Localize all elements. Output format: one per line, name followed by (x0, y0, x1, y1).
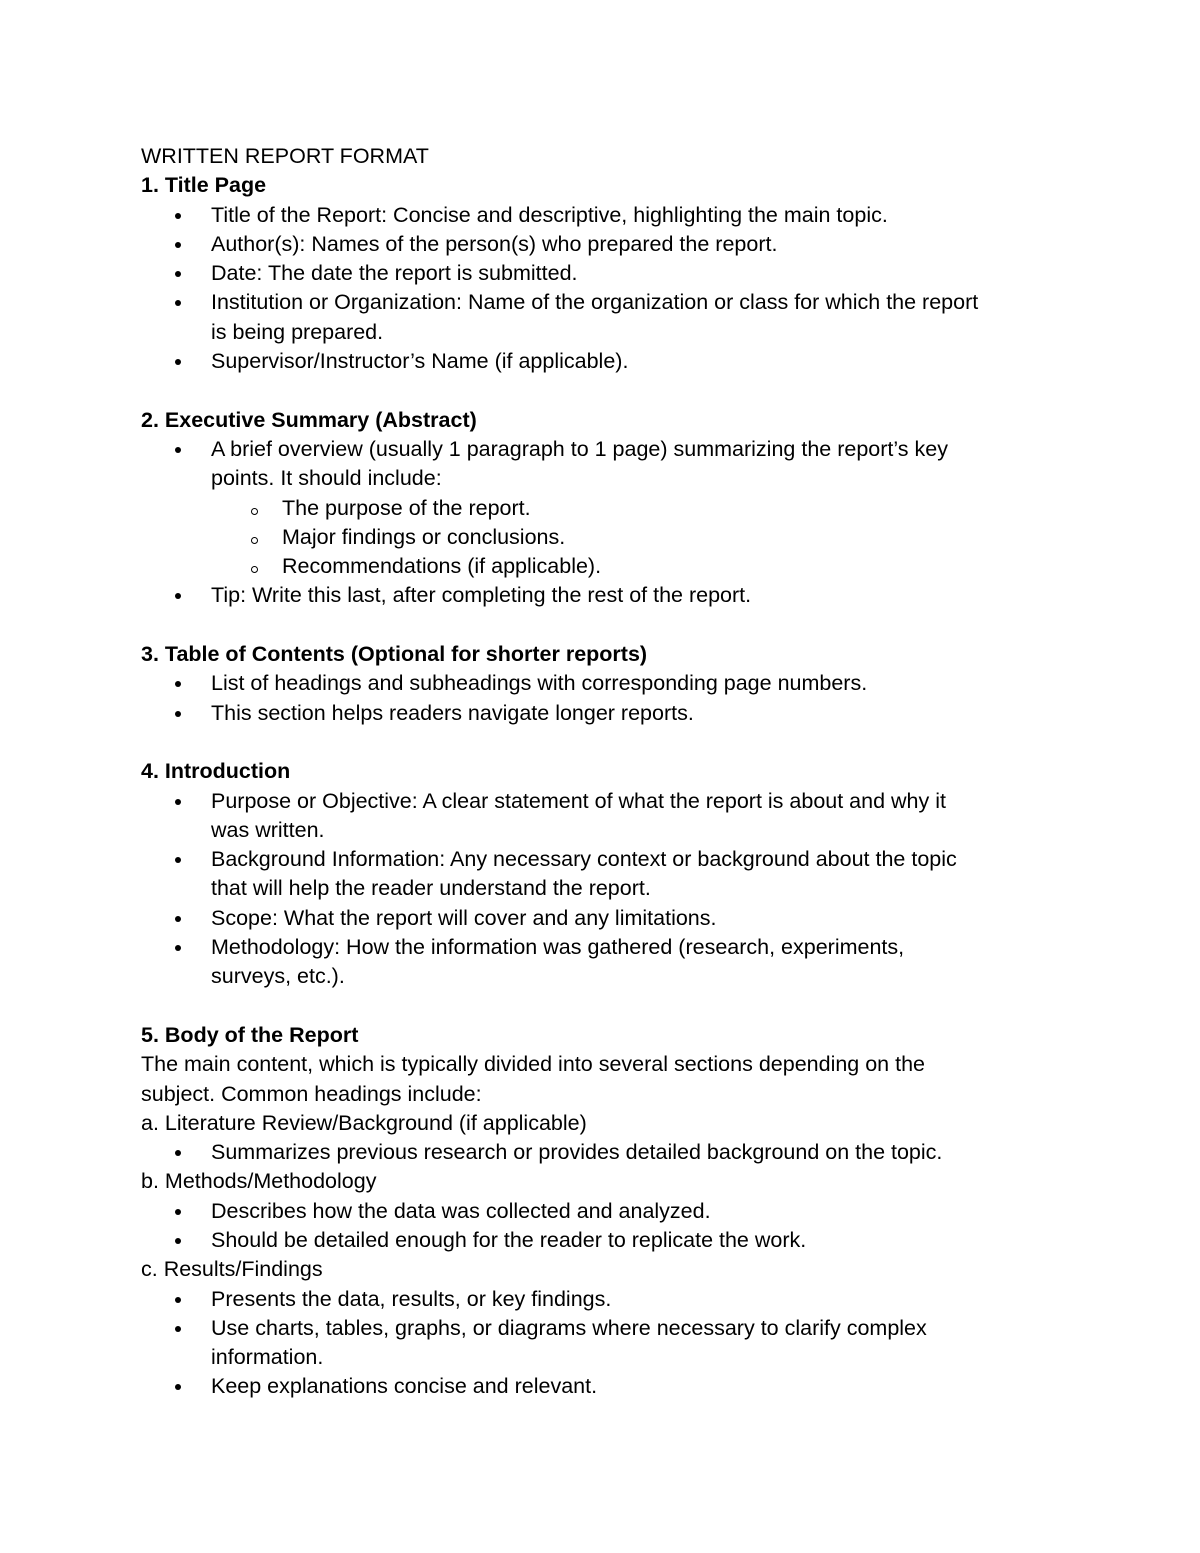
section-heading-title-page: 1. Title Page (141, 173, 267, 198)
list-item: This section helps readers navigate longer reports. (211, 699, 1071, 728)
list-item: Institution or Organization: Name of the organization or class for which the report is being prepared. (211, 288, 1071, 347)
list-item: Keep explanations concise and relevant. (211, 1372, 1071, 1401)
list-item: Author(s): Names of the person(s) who prepared the report. (211, 230, 1071, 259)
list-item: Describes how the data was collected and analyzed. (211, 1197, 1071, 1226)
subsection-label-methods: b. Methods/Methodology (141, 1169, 377, 1194)
list-item: Use charts, tables, graphs, or diagrams where necessary to clarify complex information. (211, 1314, 1071, 1373)
bullet-list (141, 435, 1071, 611)
bullet-list (141, 669, 1071, 728)
list-item: Title of the Report: Concise and descriptive, highlighting the main topic. (211, 201, 1071, 230)
section-heading-introduction: 4. Introduction (141, 759, 291, 784)
document-title: WRITTEN REPORT FORMAT (141, 144, 429, 168)
sub-list-item: The purpose of the report. (282, 494, 1071, 523)
list-item: List of headings and subheadings with corresponding page numbers. (211, 669, 1071, 698)
list-item: Date: The date the report is submitted. (211, 259, 1071, 288)
body-intro-line: The main content, which is typically divided into several sections depending on the (141, 1052, 926, 1077)
body-intro-line: subject. Common headings include: (141, 1081, 482, 1106)
sub-list-item: Major findings or conclusions. (282, 523, 1071, 552)
subsection-label-results: c. Results/Findings (141, 1257, 323, 1282)
list-item: Supervisor/Instructor’s Name (if applicable). (211, 347, 1071, 376)
section-heading-table-of-contents: 3. Table of Contents (Optional for shorter reports) (141, 642, 648, 667)
section-heading-body: 5. Body of the Report (141, 1022, 359, 1047)
list-item: Summarizes previous research or provides detailed background on the topic. (211, 1138, 1071, 1167)
list-item: Methodology: How the information was gathered (research, experiments, surveys, etc.). (211, 933, 1071, 992)
bullet-list (141, 1197, 1071, 1256)
bullet-list (141, 201, 1071, 377)
bullet-list (141, 1285, 1071, 1402)
list-item: Purpose or Objective: A clear statement of what the report is about and why it was written. (211, 787, 1071, 846)
sub-list-item: Recommendations (if applicable). (282, 552, 1071, 581)
bullet-list (141, 1138, 1071, 1167)
list-item: Scope: What the report will cover and any limitations. (211, 904, 1071, 933)
list-item: A brief overview (usually 1 paragraph to 1 page) summarizing the report’s key points. It should include: The purpose of the report. Major findings or conclusions. Recommendations (if applicable). (211, 435, 1071, 581)
subsection-label-literature-review: a. Literature Review/Background (if applicable) (141, 1110, 587, 1135)
section-heading-executive-summary: 2. Executive Summary (Abstract) (141, 407, 477, 432)
bullet-list (141, 787, 1071, 992)
document-page (141, 142, 1071, 1402)
sub-bullet-list (211, 494, 1071, 582)
list-item: Should be detailed enough for the reader to replicate the work. (211, 1226, 1071, 1255)
list-item: Background Information: Any necessary context or background about the topic that will help the reader understand the report. (211, 845, 1071, 904)
list-item: Tip: Write this last, after completing the rest of the report. (211, 581, 1071, 610)
list-item: Presents the data, results, or key findings. (211, 1285, 1071, 1314)
